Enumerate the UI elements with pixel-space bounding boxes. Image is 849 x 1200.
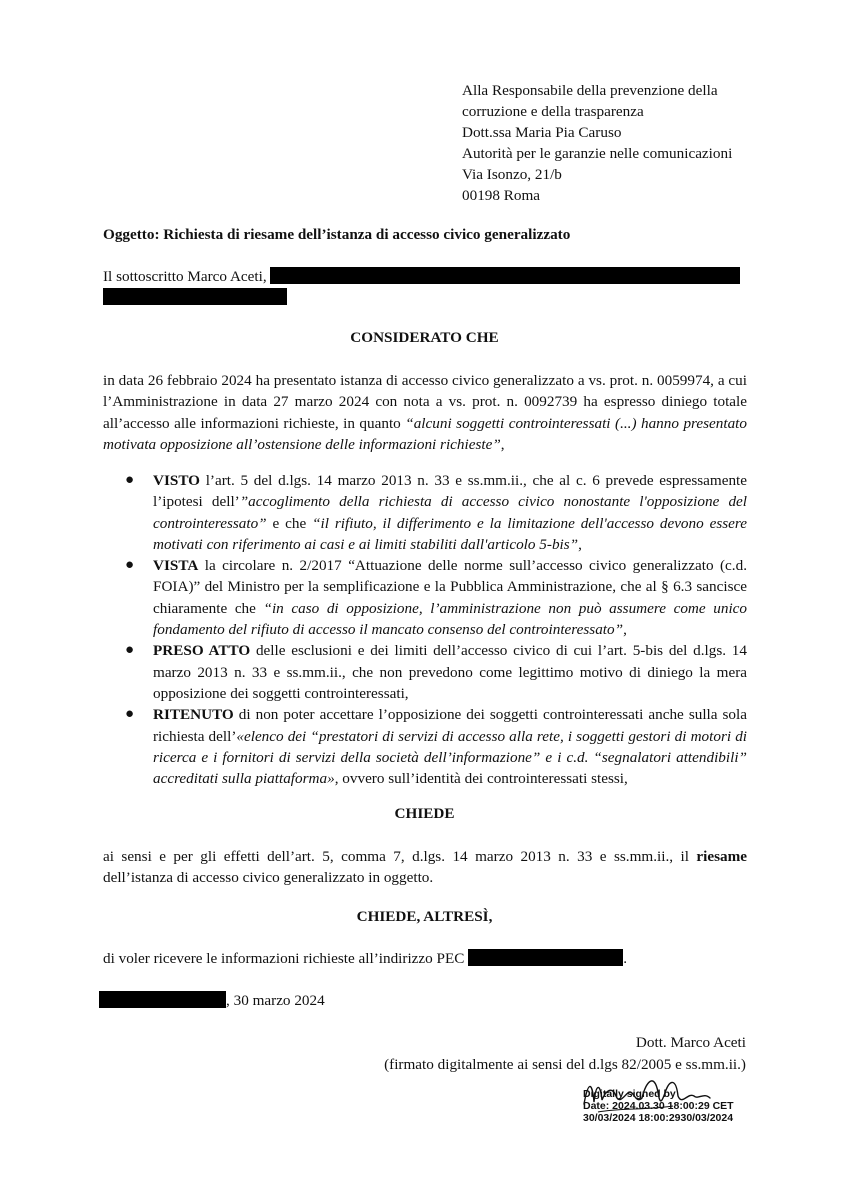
item-quote: ”accoglimento della richiesta di accesso civico nonostante l'opposizione del controinteressato” — [153, 493, 747, 532]
date-text: , 30 marzo 2024 — [226, 992, 325, 1009]
signature-note: (firmato digitalmente ai sensi del d.lgs 82/2005 e ss.mm.ii.) — [384, 1055, 746, 1073]
item-text: la circolare n. 2/2017 “Attuazione delle norme sull’accesso civico generalizzato (c.d. FOIA)” del Ministro per la semplificazione e la Pubblica Amministrazione, che al § 6.3 sancisce chiaramente che — [153, 557, 747, 617]
item-quote: “il rifiuto, il differimento e la limitazione dell'accesso devono essere motivati con riferimento ai casi e ai limiti stabiliti dall'articolo 5-bis” — [153, 514, 747, 553]
item-text: , ovvero sull’identità dei controinteressati stessi, — [334, 770, 628, 788]
item-text: l’art. 5 del d.lgs. 14 marzo 2013 n. 33 e ss.mm.ii., che al c. 6 prevede espressamente l’ipotesi dell’ — [153, 472, 747, 511]
chiede-heading: CHIEDE — [394, 805, 455, 822]
item-quote: “in caso di opposizione, l’amministrazione non può assumere come unico fondamento del rifiuto di accesso il mancato consenso del controinteressato” — [153, 599, 747, 639]
addressee-line: Alla Responsabile della prevenzione della — [462, 82, 718, 99]
list-item — [103, 704, 747, 789]
chiede-paragraph — [103, 846, 747, 889]
considerato-quote: “alcuni soggetti controinteressati (...) hanno presentato motivata opposizione all’ostensione delle informazioni richieste” — [103, 414, 747, 453]
item-lead: VISTA — [153, 557, 199, 575]
item-lead: VISTO — [153, 472, 200, 489]
subject-line: Oggetto: Richiesta di riesame dell’istanza di accesso civico generalizzato — [103, 226, 571, 243]
stamp-line: Date: 2024.03.30 18:00:29 CET — [583, 1100, 734, 1112]
list-item — [103, 640, 747, 704]
item-text: di non poter accettare l’opposizione dei soggetti controinteressati anche sulla sola richiesta dell’ — [153, 706, 747, 745]
stamp-line: 30/03/2024 18:00:2930/03/2024 — [583, 1112, 734, 1124]
item-quote: «elenco dei “prestatori di servizi di accesso alla rete, i soggetti gestori di motori di ricerca e i fornitori di servizi della società dell’informazione” e i c.d. “segnalatori attendibili” accreditati sulla piattaforma» — [153, 727, 748, 788]
pec-paragraph — [103, 948, 747, 969]
item-lead: PRESO ATTO — [153, 642, 251, 660]
redaction-bar — [99, 991, 226, 1008]
redaction-bar — [468, 949, 623, 966]
item-text: delle esclusioni e dei limiti dell’accesso civico di cui l’art. 5-bis del d.lgs. 14 marzo 2013 n. 33 e ss.mm.ii., che non prevedono come legittimo motivo di diniego la mera opposizione dei soggetti controinteressati, — [153, 642, 747, 702]
signer-name: Dott. Marco Aceti — [635, 1034, 746, 1051]
bullet-icon: ● — [125, 706, 135, 723]
considerato-heading: CONSIDERATO CHE — [350, 329, 499, 346]
item-text: , — [623, 621, 627, 639]
addressee-line: Dott.ssa Maria Pia Caruso — [462, 124, 622, 141]
date-line — [99, 990, 743, 1011]
considerato-text: in data 26 febbraio 2024 ha presentato istanza di accesso civico generalizzato a vs. prot. n. 0059974, a cui l’Amministrazione in data 27 marzo 2024 con nota a vs. prot. n. 0092739 ha espresso diniego totale all’accesso alle informazioni richieste, in quanto — [103, 372, 747, 432]
considerations-list — [103, 470, 747, 789]
addressee-line: Autorità per le garanzie nelle comunicazioni — [462, 145, 733, 162]
intro-prefix: Il sottoscritto Marco Aceti, — [103, 268, 267, 285]
pec-text: di voler ricevere le informazioni richieste all’indirizzo PEC — [103, 950, 465, 967]
intro-paragraph — [103, 266, 753, 308]
redaction-bar — [270, 267, 740, 284]
addressee-block — [462, 80, 802, 206]
addressee-line: corruzione e della trasparenza — [462, 103, 644, 120]
addressee-line: Via Isonzo, 21/b — [462, 166, 562, 183]
chiede-altresi-heading: CHIEDE, ALTRESÌ, — [356, 908, 493, 925]
addressee-line: 00198 Roma — [462, 187, 541, 204]
bullet-icon: ● — [125, 557, 135, 574]
chiede-bold: riesame — [696, 848, 747, 865]
pec-end: . — [623, 950, 628, 967]
redaction-bar — [103, 288, 287, 305]
list-item — [103, 470, 747, 555]
chiede-text-end: dell’istanza di accesso civico generalizzato in oggetto. — [103, 869, 434, 887]
bullet-icon: ● — [125, 472, 135, 488]
chiede-text: ai sensi e per gli effetti dell’art. 5, comma 7, d.lgs. 14 marzo 2013 n. 33 e ss.mm.ii., il — [103, 848, 697, 865]
item-text: , — [578, 535, 582, 553]
stamp-line: Digitally signed by — [583, 1088, 676, 1100]
digital-signature-stamp — [583, 1088, 734, 1124]
item-lead: RITENUTO — [153, 706, 234, 724]
item-text: e che — [266, 514, 313, 532]
list-item — [103, 555, 747, 640]
bullet-icon: ● — [125, 642, 135, 659]
considerato-end: , — [500, 435, 505, 453]
considerato-paragraph — [103, 370, 747, 455]
